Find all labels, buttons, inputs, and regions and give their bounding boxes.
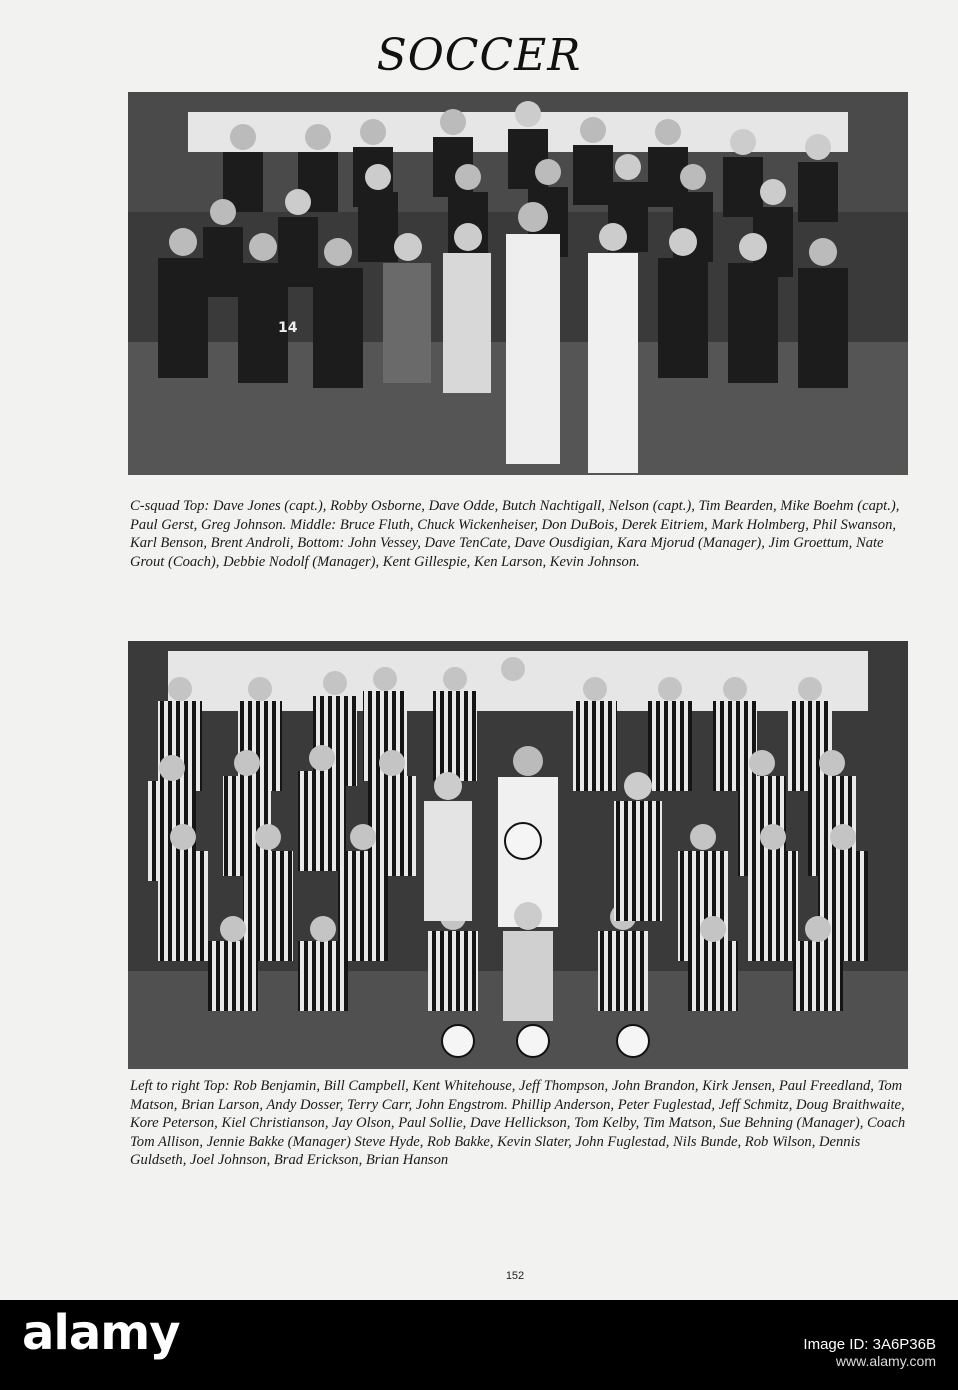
striped-team-photo — [128, 641, 908, 1069]
c-squad-caption: C-squad Top: Dave Jones (capt.), Robby Osborne, Dave Odde, Butch Nachtigall, Nelson (capt.), Tim Bearden, Mike Boehm (capt.), Paul Gerst, Greg Johnson. Middle: Bruce Fluth, Chuck Wickenheiser, Don DuBois, Derek Eitriem, Mark Holmberg, Phil Swanson, Karl Benson, Brent Androli, Bottom: John Vessey, Dave TenCate, Dave Ousdigian, Kara Mjorud (Manager), Jim Groettum, Nate Grout (Coach), Debbie Nodolf (Manager), Kent Gillespie, Ken Larson, Kevin Johnson. — [130, 498, 900, 570]
svg-text:14: 14 — [278, 320, 298, 336]
striped-team-photo-illustration — [128, 641, 908, 1069]
image-id-block — [803, 1336, 936, 1369]
c-squad-team-photo — [128, 92, 908, 475]
striped-team-caption: Left to right Top: Rob Benjamin, Bill Campbell, Kent Whitehouse, Jeff Thompson, John Brandon, Kirk Jensen, Paul Freedland, Tom Matson, Brian Larson, Andy Dosser, Terry Carr, John Engstrom. Phillip Anderson, Peter Fuglestad, Jeff Schmitz, Doug Braithwaite, Kore Peterson, Kiel Christianson, Jay Olson, Paul Sollie, Dave Hellickson, Tom Kelby, Tim Matson, Sue Behning (Manager), Coach Tom Allison, Jennie Bakke (Manager) Steve Hyde, Rob Bakke, Kevin Slater, John Fuglestad, Nils Bunde, Rob Wilson, Dennis Guldseth, Joel Johnson, Brad Erickson, Brian Hanson — [130, 1078, 906, 1168]
page-number: 152 — [505, 1270, 525, 1282]
site-url: www.alamy.com — [835, 1353, 936, 1369]
image-id-text: Image ID: 3A6P36B — [803, 1336, 936, 1353]
brand-logo: alamy — [22, 1305, 180, 1361]
page-title: SOCCER — [376, 30, 582, 81]
c-squad-photo-illustration — [128, 92, 908, 475]
